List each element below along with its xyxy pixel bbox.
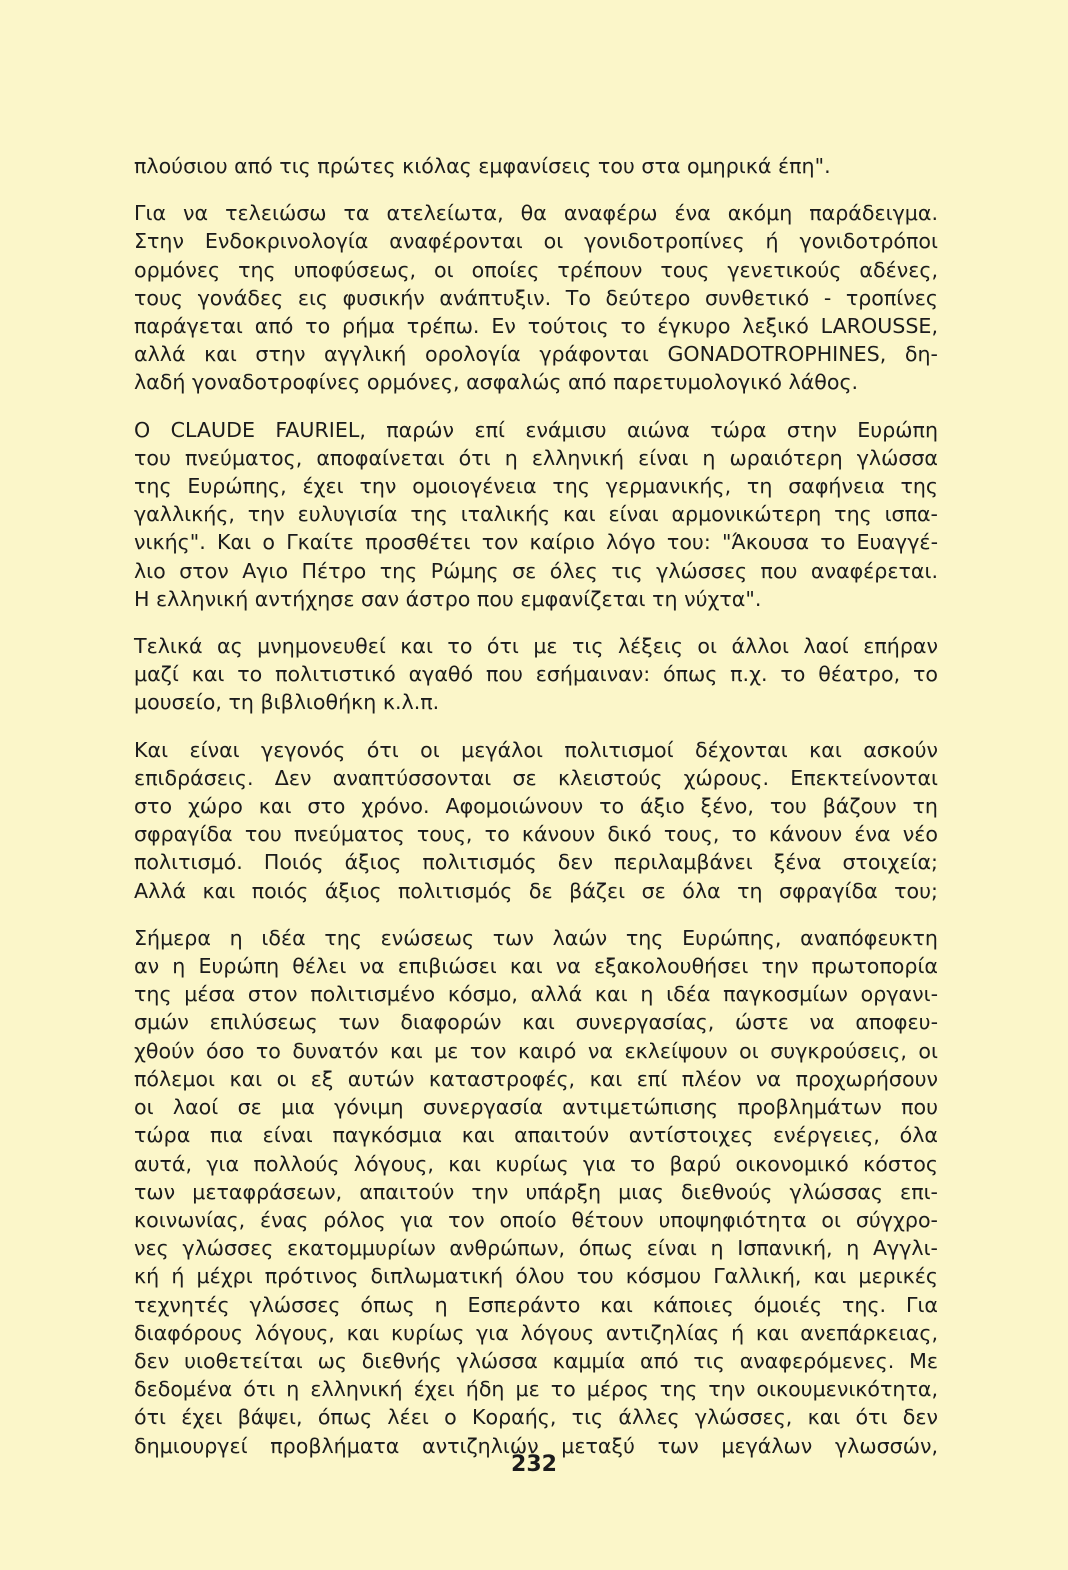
- text-line: τους γονάδες εις φυσικήν ανάπτυξιν. Το δεύτερο συνθετικό - τροπίνες: [134, 285, 938, 310]
- text-line: της μέσα στον πολιτισμένο κόσμο, αλλά και η ιδέα παγκοσμίων οργανι-: [134, 982, 938, 1007]
- text-line: δεν υιοθετείται ως διεθνής γλώσσα καμμία από τις αναφερόμενες. Με: [134, 1348, 938, 1373]
- text-line: τώρα πια είναι παγκόσμια και απαιτούν αντίστοιχες ενέργειες, όλα: [134, 1123, 938, 1148]
- text-line: Η ελληνική αντήχησε σαν άστρο που εμφανίζεται τη νύχτα".: [134, 586, 762, 611]
- text-line: χθούν όσο το δυνατόν και με τον καιρό να εκλείψουν οι συγκρούσεις, οι: [134, 1038, 938, 1063]
- text-line: μαζί και το πολιτιστικό αγαθό που εσήμαιναν: όπως π.χ. το θέατρο, το: [134, 662, 938, 687]
- text-line: αν η Ευρώπη θέλει να επιβιώσει και να εξακολουθήσει την πρωτοπορία: [134, 954, 938, 979]
- text-line: δεδομένα ότι η ελληνική έχει ήδη με το μέρος της την οικουμενικότητα,: [134, 1377, 938, 1402]
- text-line: της Ευρώπης, έχει την ομοιογένεια της γερμανικής, τη σαφήνεια της: [134, 474, 938, 499]
- paragraph: [134, 416, 938, 613]
- text-line: μουσείο, τη βιβλιοθήκη κ.λ.π.: [134, 690, 440, 715]
- text-line: στο χώρο και στο χρόνο. Αφομοιώνουν το άξιο ξένο, του βάζουν τη: [134, 794, 938, 819]
- text-line: Και είναι γεγονός ότι οι μεγάλοι πολιτισμοί δέχονται και ασκούν: [134, 737, 938, 762]
- text-line: νικής". Και ο Γκαίτε προσθέτει τον καίριο λόγο του: "Άκουσα το Ευαγγέ-: [134, 530, 938, 555]
- text-line: οι λαοί σε μια γόνιμη συνεργασία αντιμετώπισης προβλημάτων που: [134, 1095, 938, 1120]
- page-body: [134, 152, 938, 1460]
- text-line: ότι έχει βάψει, όπως λέει ο Κοραής, τις άλλες γλώσσες, και ότι δεν: [134, 1405, 938, 1430]
- text-line: Ο CLAUDE FAURIEL, παρών επί ενάμισυ αιώνα τώρα στην Ευρώπη: [134, 417, 938, 442]
- text-line: του πνεύματος, αποφαίνεται ότι η ελληνική είναι η ωραιότερη γλώσσα: [134, 445, 938, 470]
- text-line: σμών επιλύσεως των διαφορών και συνεργασίας, ώστε να αποφευ-: [134, 1010, 938, 1035]
- text-line: αυτά, για πολλούς λόγους, και κυρίως για το βαρύ οικονομικό κόστος: [134, 1151, 938, 1176]
- text-line: τεχνητές γλώσσες όπως η Εσπεράντο και κάποιες όμοιές της. Για: [134, 1292, 938, 1317]
- text-line: Για να τελειώσω τα ατελείωτα, θα αναφέρω ένα ακόμη παράδειγμα.: [134, 201, 938, 226]
- page-number: 232: [511, 1452, 557, 1477]
- text-line: διαφόρους λόγους, και κυρίως για λόγους αντιζηλίας ή και ανεπάρκειας,: [134, 1320, 938, 1345]
- text-line: λιο στον Αγιο Πέτρο της Ρώμης σε όλες τις γλώσσες που αναφέρεται.: [134, 558, 938, 583]
- text-line: νες γλώσσες εκατομμυρίων ανθρώπων, όπως είναι η Ισπανική, η Αγγλι-: [134, 1236, 938, 1261]
- text-line: πόλεμοι και οι εξ αυτών καταστροφές, και επί πλέον να προχωρήσουν: [134, 1066, 938, 1091]
- text-line: Τελικά ας μνημονευθεί και το ότι με τις λέξεις οι άλλοι λαοί επήραν: [134, 634, 938, 659]
- paragraph: [134, 632, 938, 717]
- text-line: σφραγίδα του πνεύματος τους, το κάνουν δικό τους, το κάνουν ένα νέο: [134, 822, 938, 847]
- paragraph: [134, 199, 938, 396]
- text-line: επιδράσεις. Δεν αναπτύσσονται σε κλειστούς χώρους. Επεκτείνονται: [134, 765, 938, 790]
- text-line: λαδή γοναδοτροφίνες ορμόνες, ασφαλώς από παρετυμολογικό λάθος.: [134, 370, 859, 395]
- text-line: πλούσιου από τις πρώτες κιόλας εμφανίσεις του στα ομηρικά έπη".: [134, 154, 831, 178]
- paragraph: [134, 924, 938, 1460]
- text-line: κοινωνίας, ένας ρόλος για τον οποίο θέτουν υποψηφιότητα οι σύγχρο-: [134, 1207, 938, 1232]
- text-line: αλλά και στην αγγλική ορολογία γράφονται GONADOTROPHINES, δη-: [134, 342, 938, 367]
- text-line: πολιτισμό. Ποιός άξιος πολιτισμός δεν περιλαμβάνει ξένα στοιχεία;: [134, 850, 938, 875]
- text-line: κή ή μέχρι πρότινος διπλωματική όλου του κόσμου Γαλλική, και μερικές: [134, 1264, 938, 1289]
- text-line: παράγεται από το ρήμα τρέπω. Εν τούτοις το έγκυρο λεξικό LAROUSSE,: [134, 314, 938, 339]
- text-line: δημιουργεί προβλήματα αντιζηλιών μεταξύ των μεγάλων γλωσσών,: [134, 1433, 938, 1458]
- paragraph: [134, 152, 938, 180]
- text-line: Αλλά και ποιός άξιος πολιτισμός δε βάζει σε όλα τη σφραγίδα του;: [134, 878, 938, 903]
- paragraph: [134, 736, 938, 905]
- text-line: Σήμερα η ιδέα της ενώσεως των λαών της Ευρώπης, αναπόφευκτη: [134, 925, 938, 950]
- text-line: των μεταφράσεων, απαιτούν την υπάρξη μιας διεθνούς γλώσσας επι-: [134, 1179, 938, 1204]
- text-line: Στην Ενδοκρινολογία αναφέρονται οι γονιδοτροπίνες ή γονιδοτρόποι: [134, 229, 938, 254]
- text-line: γαλλικής, την ευλυγισία της ιταλικής και είναι αρμονικώτερη της ισπα-: [134, 502, 938, 527]
- text-line: ορμόνες της υποφύσεως, οι οποίες τρέπουν τους γενετικούς αδένες,: [134, 257, 938, 282]
